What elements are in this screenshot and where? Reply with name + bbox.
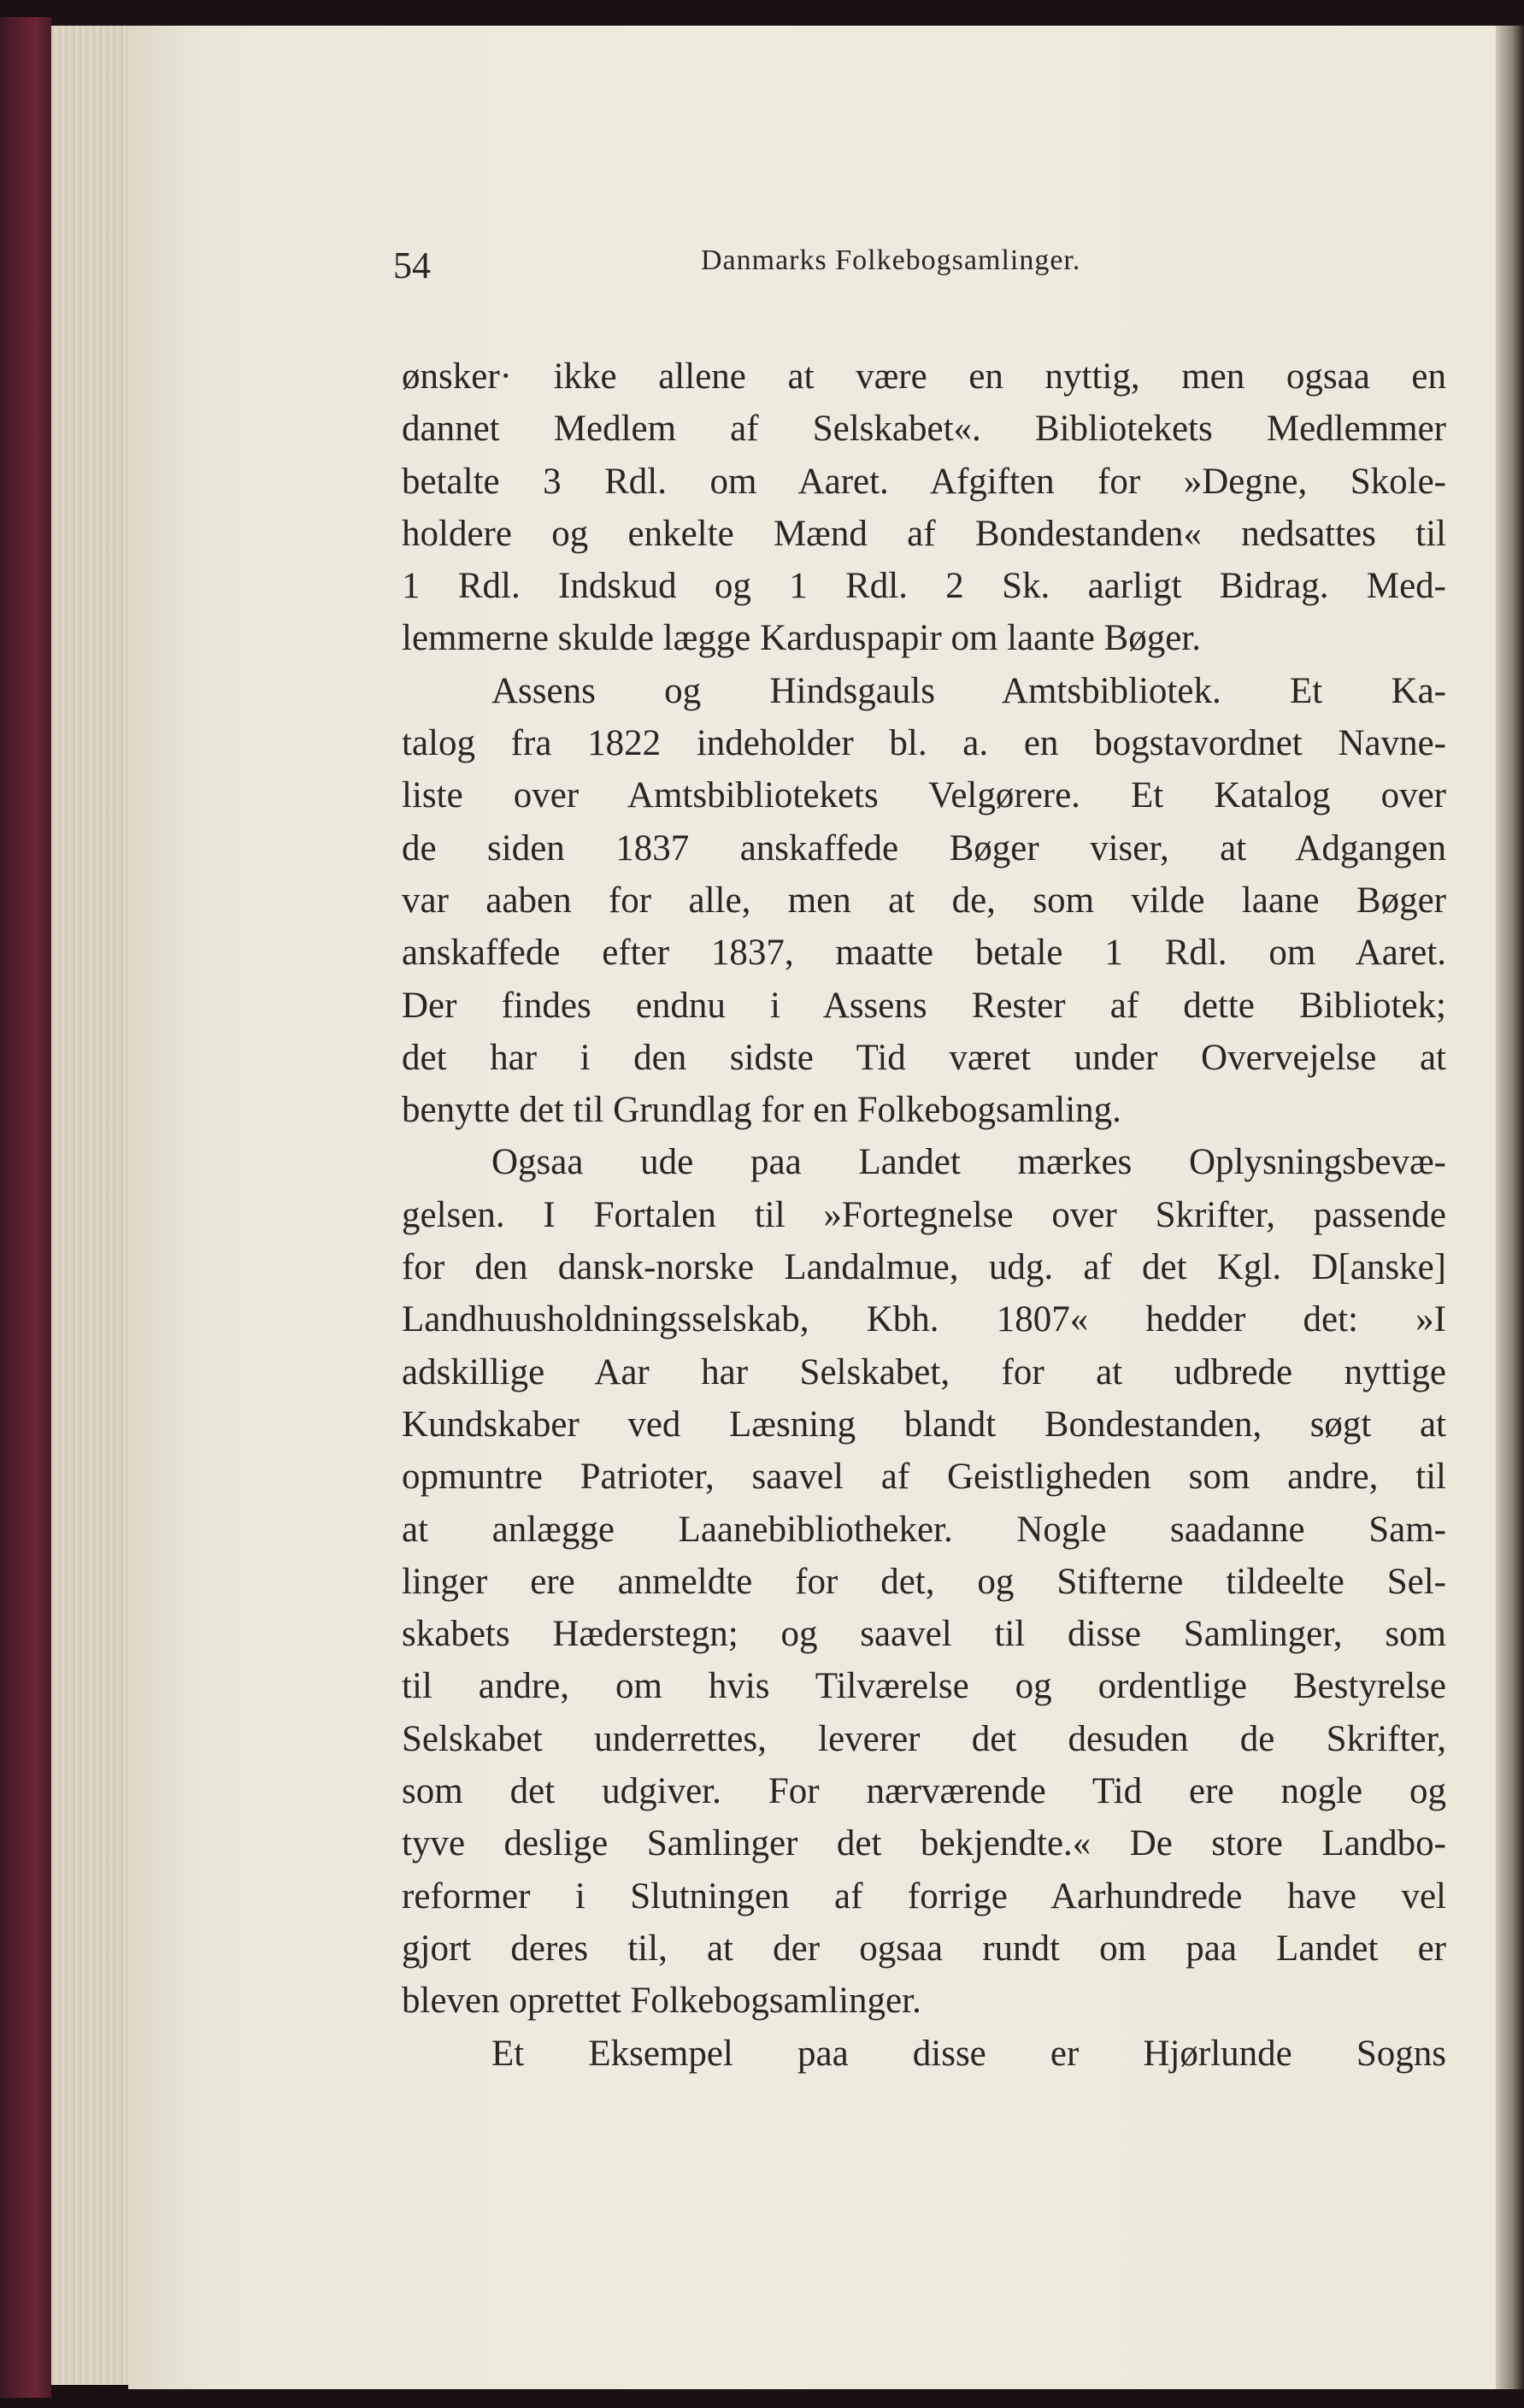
text-line: til andre, om hvis Tilværelse og ordentlige Bestyrelse [402,1666,1446,1707]
text-line: lemmerne skulde lægge Karduspapir om laante Bøger. [402,618,1201,659]
text-line: gjort deres til, at der ogsaa rundt om paa Landet er [402,1928,1446,1969]
text-line: benytte det til Grundlag for en Folkebogsamling. [402,1090,1121,1131]
text-line: Kundskaber ved Læsning blandt Bondestanden, søgt at [402,1404,1446,1445]
text-line: ønsker· ikke allene at være en nyttig, men ogsaa en [402,356,1446,397]
text-line: talog fra 1822 indeholder bl. a. en bogstavordnet Navne- [402,723,1446,764]
text-line: opmuntre Patrioter, saavel af Geistligheden som andre, til [402,1457,1446,1498]
text-line: liste over Amtsbibliotekets Velgørere. Et Katalog over [402,775,1446,816]
text-line: linger ere anmeldte for det, og Stifterne tildeelte Sel- [402,1561,1446,1602]
text-line: det har i den sidste Tid været under Overvejelse at [402,1037,1446,1078]
text-line: som det udgiver. For nærværende Tid ere nogle og [402,1771,1446,1812]
text-line: at anlægge Laanebibliotheker. Nogle saadanne Sam- [402,1509,1446,1550]
paragraph-start-line: Ogsaa ude paa Landet mærkes Oplysningsbevæ- [491,1142,1446,1183]
section-heading-line: Assens og Hindsgauls Amtsbibliotek. Et Ka- [491,670,1446,711]
text-line: adskillige Aar har Selskabet, for at udbrede nyttige [402,1351,1446,1392]
text-line: Selskabet underrettes, leverer det desuden de Skrifter, [402,1718,1446,1759]
text-line: tyve deslige Samlinger det bekjendte.« De store Landbo- [402,1823,1446,1864]
paragraph-start-line: Et Eksempel paa disse er Hjørlunde Sogns [491,2033,1446,2074]
text-line: reformer i Slutningen af forrige Aarhundrede have vel [402,1875,1446,1916]
text-line: for den dansk-norske Landalmue, udg. af det Kgl. D[anske] [402,1247,1446,1288]
text-line: var aaben for alle, men at de, som vilde laane Bøger [402,880,1446,921]
text-line: dannet Medlem af Selskabet«. Bibliotekets Medlemmer [402,409,1446,450]
text-line: betalte 3 Rdl. om Aaret. Afgiften for »Degne, Skole- [402,461,1446,502]
running-title: Danmarks Folkebogsamlinger. [701,244,1081,276]
book-cover-edge [0,17,51,2398]
text-line: holdere og enkelte Mænd af Bondestanden« nedsattes til [402,513,1446,554]
text-line: 1 Rdl. Indskud og 1 Rdl. 2 Sk. aarligt Bidrag. Med- [402,566,1446,607]
text-line: anskaffede efter 1837, maatte betale 1 Rdl. om Aaret. [402,933,1446,974]
page-number: 54 [393,244,431,286]
text-line: Landhuusholdningsselskab, Kbh. 1807« hedder det: »I [402,1299,1446,1340]
page-stack-edge [51,26,137,2385]
body-text [402,350,1446,2080]
text-line: bleven oprettet Folkebogsamlinger. [402,1981,921,2022]
text-line: skabets Hæderstegn; og saavel til disse Samlinger, som [402,1614,1446,1655]
page-right-edge [1496,26,1524,2389]
text-line: Der findes endnu i Assens Rester af dette Bibliotek; [402,985,1446,1026]
text-line: gelsen. I Fortalen til »Fortegnelse over Skrifter, passende [402,1194,1446,1235]
text-line: de siden 1837 anskaffede Bøger viser, at Adgangen [402,827,1446,868]
